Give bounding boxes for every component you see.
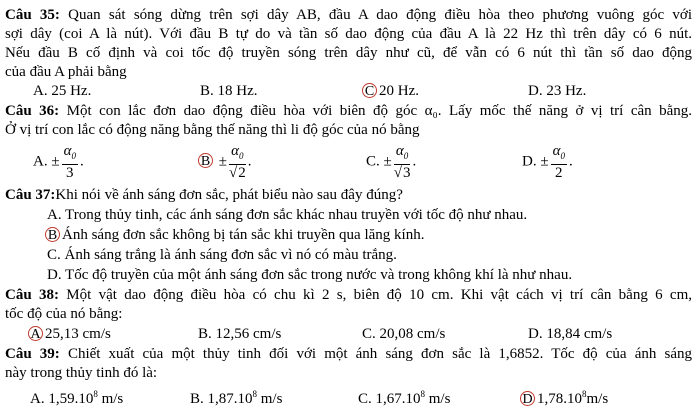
answer-circle-icon: C: [362, 83, 377, 98]
alpha: α: [552, 143, 561, 159]
q38-option-d[interactable]: D. 18,84 cm/s: [528, 326, 613, 342]
exponent: 8: [252, 389, 258, 399]
q37-option-c[interactable]: C. Ánh sáng trắng là ánh sáng đơn sắc vì nó có màu trắng.: [47, 247, 397, 263]
q36-c-letter: C.: [366, 153, 380, 170]
q36-label: Câu 36:: [5, 103, 60, 119]
alpha: α: [231, 143, 240, 159]
q36-d-letter: D.: [522, 153, 537, 170]
plus-minus: ±: [383, 153, 392, 170]
q35-option-c[interactable]: [362, 82, 419, 100]
q37-option-b-text: Ánh sáng đơn sắc không bị tán sắc khi truyền qua lăng kính.: [62, 227, 425, 243]
q35-line-2: sợi dây (coi A là nút). Với đầu B tự do và tần số dao động của đầu A là 22 Hz thì trên dây có 6 nút.: [5, 26, 692, 42]
q37-label: Câu 37:: [5, 187, 56, 203]
exponent: 8: [582, 389, 587, 399]
q38-text-1: Một vật dao động điều hòa có chu kì 2 s, biên độ 10 cm. Khi vật cách vị trí cân bằng 6 cm,: [66, 287, 693, 303]
q37-line-1: [5, 186, 692, 204]
q36-line-2: Ở vị trí con lắc có động năng bằng thế năng thì li độ góc của nó bằng: [5, 122, 420, 138]
subscript: 0: [239, 151, 244, 161]
q38-option-c[interactable]: C. 20,08 cm/s: [362, 326, 446, 342]
denominator: 3: [66, 165, 74, 181]
subscript: 0: [560, 151, 565, 161]
unit: m/s: [101, 391, 124, 407]
radicand: 2: [238, 165, 246, 181]
q38-option-a[interactable]: [28, 325, 111, 343]
q38-option-b[interactable]: B. 12,56 cm/s: [198, 326, 282, 342]
q39-option-a[interactable]: [30, 385, 123, 408]
sqrt-sign: √: [393, 165, 402, 181]
q38-label: Câu 38:: [5, 287, 59, 303]
period: .: [247, 153, 252, 170]
radicand: 3: [402, 165, 411, 181]
q36-text-1: Một con lắc đơn dao động điều hòa với biên độ góc α₀. Lấy mốc thế năng ở vị trí cân bằng.: [66, 103, 693, 119]
q35-line-3: Nếu đầu B cố định và coi tốc độ truyền sóng trên dây như cũ, để vẫn có 6 nút thì tần số dao động: [5, 45, 692, 61]
subscript: 0: [71, 151, 76, 161]
exponent: 8: [93, 389, 98, 399]
fraction: [229, 143, 246, 181]
exponent: 8: [420, 389, 426, 399]
plus-minus: ±: [218, 153, 227, 170]
q35-line-1: [5, 6, 692, 24]
q36-option-c[interactable]: [366, 143, 416, 181]
q37-option-a[interactable]: A. Trong thủy tinh, các ánh sáng đơn sắc khác nhau truyền với tốc độ như nhau.: [47, 207, 528, 223]
q38-line-1: [5, 286, 692, 304]
q39-option-d[interactable]: [520, 385, 608, 408]
fraction: [394, 143, 411, 181]
answer-circle-icon: A: [28, 326, 43, 341]
q37-option-d[interactable]: D. Tốc độ truyền của một ánh sáng đơn sắc trong nước và trong không khí là như nhau.: [47, 267, 573, 283]
period: .: [568, 153, 573, 170]
q39-text-1: Chiết xuất của một thủy tinh đối với một ánh sáng đơn sắc là 1,6852. Tốc độ của ánh sáng: [67, 346, 692, 362]
q39-d-text: 1,78.10: [537, 391, 582, 407]
q38-line-2: tốc độ của nó bằng:: [5, 306, 123, 322]
unit: m/s: [586, 391, 609, 407]
q37-option-b[interactable]: [45, 226, 424, 244]
denominator: 2: [555, 165, 563, 181]
unit: m/s: [428, 391, 451, 407]
q35-text-1: Quan sát sóng dừng trên sợi dây AB, đầu A dao động điều hòa theo phương vuông góc với: [68, 7, 693, 23]
fraction: [62, 143, 78, 181]
q36-option-b[interactable]: [198, 143, 251, 181]
q39-line-2: này trong thủy tinh đó là:: [5, 365, 158, 381]
q35-option-c-text: 20 Hz.: [379, 83, 419, 99]
q39-label: Câu 39:: [5, 346, 60, 362]
q36-option-a[interactable]: [33, 143, 84, 181]
answer-circle-icon: D: [520, 391, 535, 406]
q36-option-d[interactable]: [522, 143, 573, 181]
q36-a-letter: A.: [33, 153, 48, 170]
q39-line-1: [5, 345, 692, 363]
sqrt-sign: √: [228, 165, 238, 181]
q35-option-d[interactable]: D. 23 Hz.: [528, 83, 587, 99]
q39-c-text: C. 1,67.10: [358, 391, 421, 407]
alpha: α: [395, 143, 404, 159]
q35-line-4: của đầu A phải bằng: [5, 64, 127, 80]
fraction: [551, 143, 567, 181]
q35-option-b[interactable]: B. 18 Hz.: [200, 83, 258, 99]
alpha: α: [63, 143, 72, 159]
q39-option-b[interactable]: [190, 385, 282, 408]
subscript: 0: [403, 151, 409, 161]
period: .: [79, 153, 84, 170]
q39-b-text: B. 1,87.10: [190, 391, 253, 407]
q39-option-c[interactable]: [358, 385, 450, 408]
q38-option-a-text: 25,13 cm/s: [45, 326, 111, 342]
plus-minus: ±: [51, 153, 60, 170]
answer-circle-icon: B: [198, 153, 213, 168]
q37-text-1: Khi nói về ánh sáng đơn sắc, phát biểu nào sau đây đúng?: [55, 187, 403, 203]
answer-circle-icon: B: [45, 227, 60, 242]
q36-line-1: [5, 102, 692, 120]
unit: m/s: [260, 391, 283, 407]
period: .: [412, 153, 417, 170]
q39-a-text: A. 1,59.10: [30, 391, 94, 407]
q35-option-a[interactable]: A. 25 Hz.: [33, 83, 92, 99]
q35-label: Câu 35:: [5, 7, 60, 23]
plus-minus: ±: [540, 153, 549, 170]
